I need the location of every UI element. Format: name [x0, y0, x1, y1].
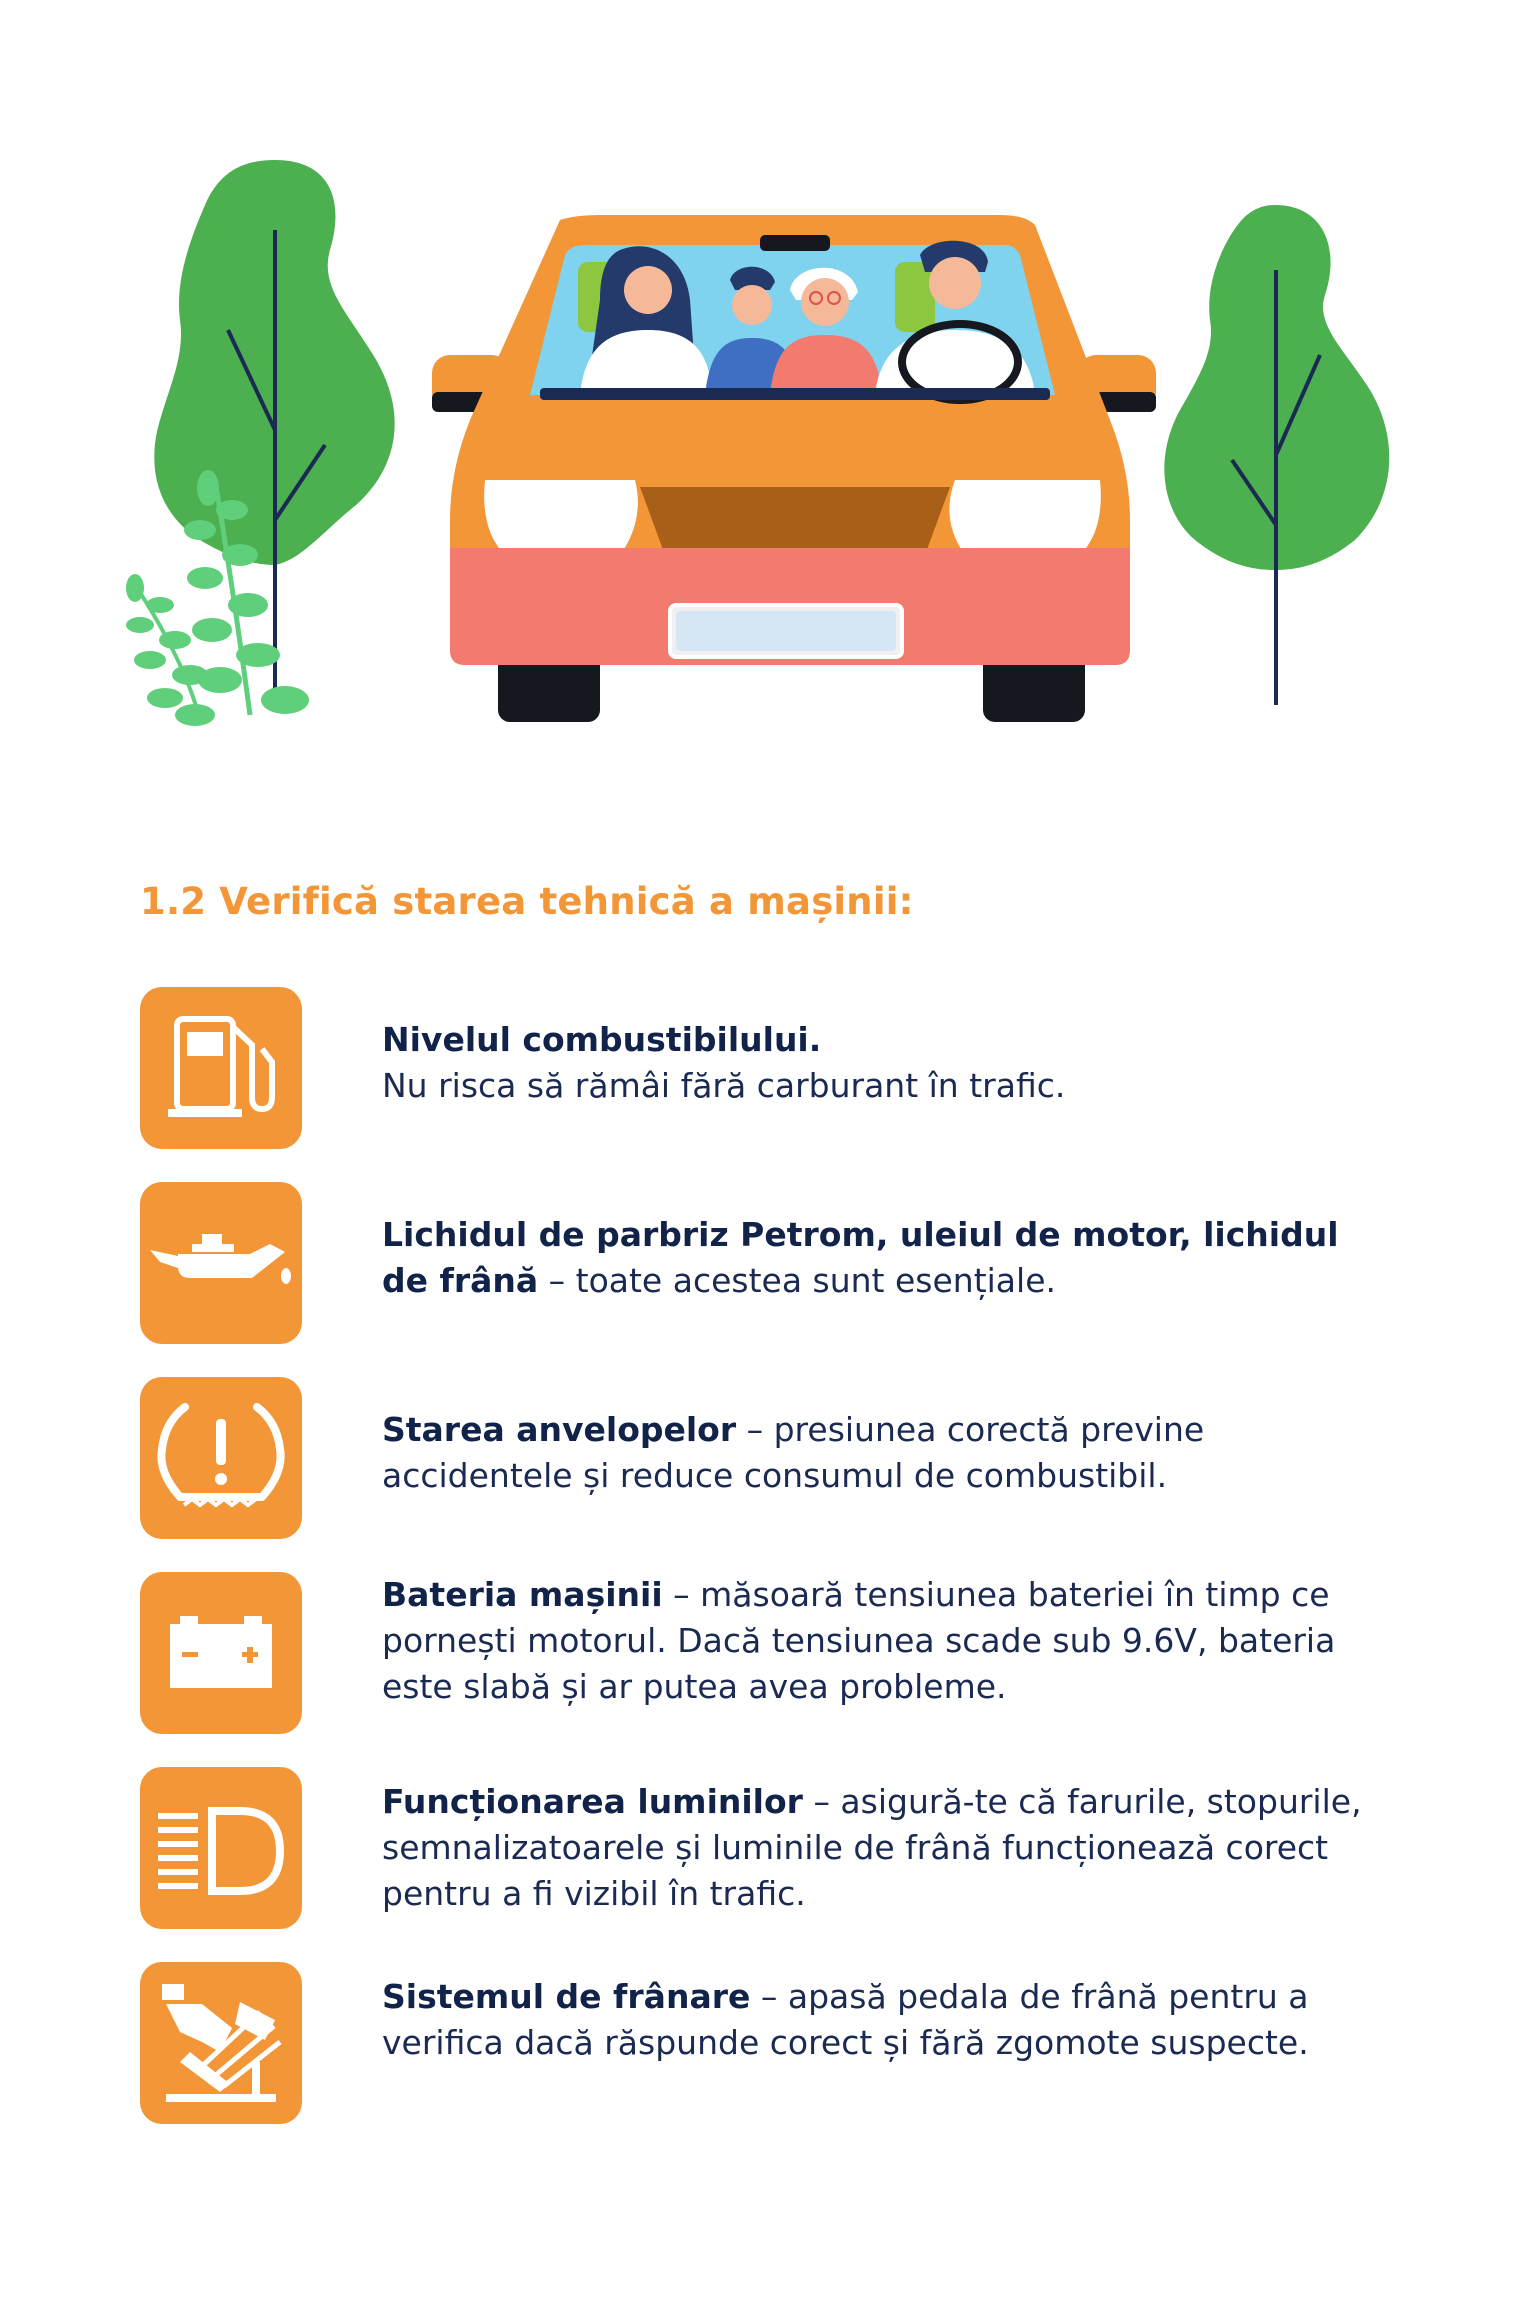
item-description: Nu risca să rămâi fără carburant în trafic.: [382, 1066, 1066, 1105]
list-item-battery: [140, 1572, 1380, 1734]
right-tree-icon: [1164, 205, 1389, 705]
item-title: Bateria mașinii: [382, 1575, 663, 1614]
battery-icon: [140, 1572, 302, 1734]
item-title: Funcționarea luminilor: [382, 1782, 803, 1821]
item-description: – toate acestea sunt esențiale.: [538, 1261, 1056, 1300]
item-title: Starea anvelopelor: [382, 1410, 737, 1449]
car-icon: [432, 215, 1156, 722]
list-item-lights: [140, 1767, 1380, 1929]
list-item-tires: [140, 1377, 1380, 1539]
item-description: – asigură-te că farurile, stopurile, semnalizatoarele și luminile de frână funcționează corect pentru a fi vizibil în trafic.: [382, 1782, 1362, 1913]
hero-illustration: [0, 0, 1518, 780]
oil-can-icon: [140, 1182, 302, 1344]
item-title: Sistemul de frânare: [382, 1977, 751, 2016]
item-description: – apasă pedala de frână pentru a verifica dacă răspunde corect și fără zgomote suspecte.: [382, 1977, 1309, 2062]
list-item-fluids: [140, 1182, 1380, 1344]
item-title: Lichidul de parbriz Petrom, uleiul de motor, lichidul de frână: [382, 1215, 1339, 1300]
headlight-icon: [140, 1767, 302, 1929]
list-item-fuel-level: [140, 987, 1380, 1149]
list-item-brakes: [140, 1962, 1380, 2124]
item-title: Nivelul combustibilului.: [382, 1020, 822, 1059]
brake-pedal-icon: [140, 1962, 302, 2124]
item-description: – măsoară tensiunea bateriei în timp ce pornești motorul. Dacă tensiunea scade sub 9.6V, bateria este slabă și ar putea avea probleme.: [382, 1575, 1336, 1706]
item-description: – presiunea corectă previne accidentele și reduce consumul de combustibil.: [382, 1410, 1205, 1495]
fuel-pump-icon: [140, 987, 302, 1149]
section-title: 1.2 Verifică starea tehnică a mașinii:: [140, 880, 914, 923]
tire-pressure-icon: [140, 1377, 302, 1539]
left-tree-icon: [154, 160, 394, 700]
